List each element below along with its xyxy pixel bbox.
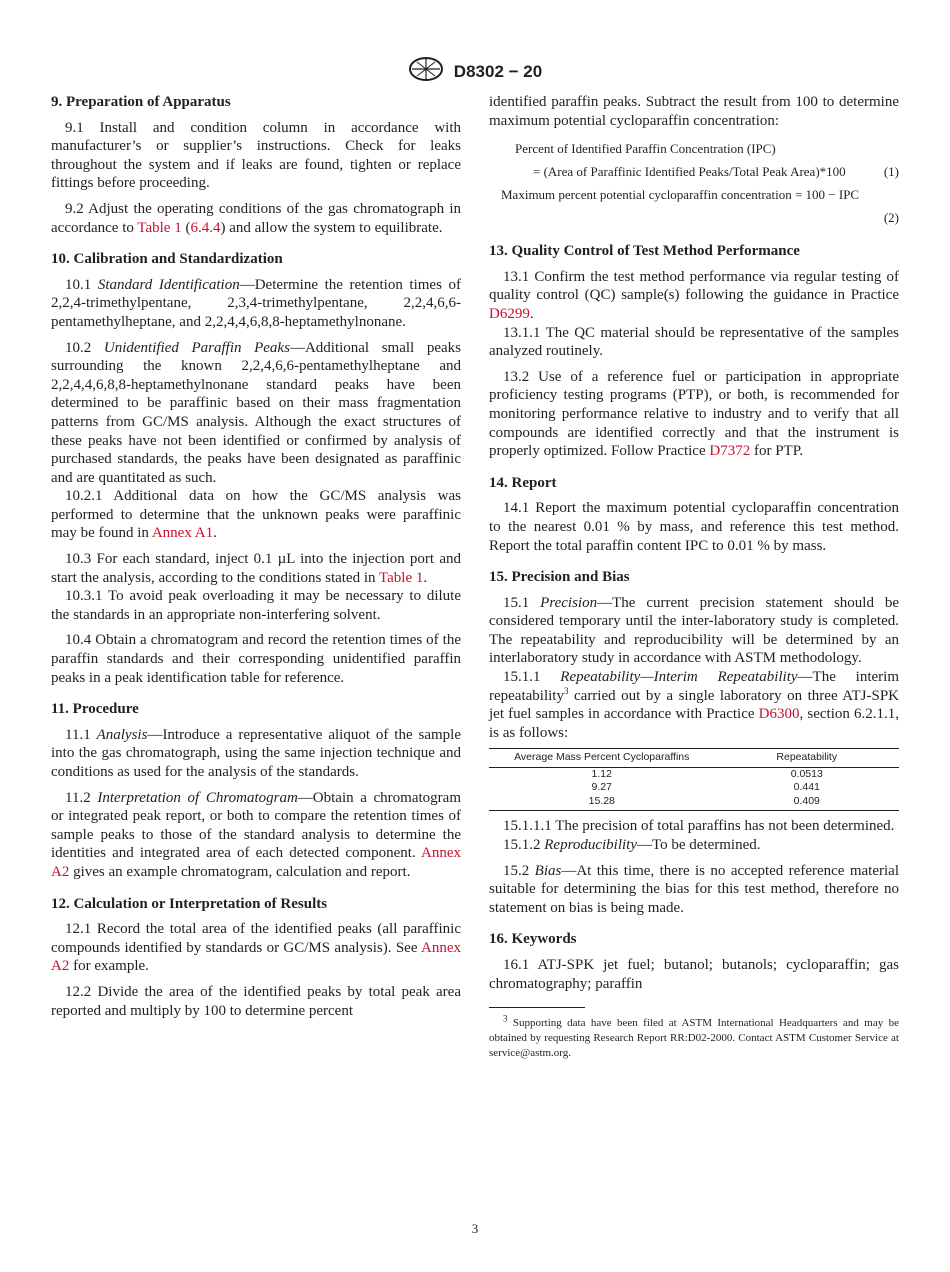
table-cell: 0.409 [715,795,900,811]
table-1-link[interactable]: Table 1 [379,569,424,586]
table-cell: 0.441 [793,781,820,794]
paragraph-10-2-1: 10.2.1 Additional data on how the GC/MS analysis was performed to determine that the unknown peaks were paraffinic may be found in Annex A1. [51,488,461,542]
section-15-heading: 15. Precision and Bias [489,569,630,586]
table-cell: 0.0513 [790,767,823,780]
footnote-divider [489,1007,585,1008]
paragraph-9-1: 9.1 Install and condition column in accordance with manufacturer’s or supplier’s instructions. Check for leaks throughout the system and if leaks are found, tighten or replace fittings before proceeding. [51,119,461,192]
equation-1-label: Percent of Identified Paraffin Concentration (IPC) [515,141,776,157]
paragraph-10-2: 10.2 Unidentified Paraffin Peaks—Additional small peaks surrounding the known 2,2,4,6,6-pentamethylheptane and 2,2,4,4,6,8,8-heptamethylnonane standard peaks have been determined to be paraffinic based on their mass fragmentation patterns from GC/MS analysis. Although the exact structures of these peaks have not been identified or confirmed by analysis of purchased standards, the peaks have been designated as paraffinic and are quantitated as such. [51,339,461,486]
table-cell: 1.12 [591,767,612,780]
astm-logo-icon [408,56,444,87]
paragraph-12-2-continued: identified paraffin peaks. Subtract the result from 100 to determine maximum potential cycloparaffin concentration: [489,94,899,129]
paragraph-10-4: 10.4 Obtain a chromatogram and record the retention times of the paraffin standards and their corresponding unidentified paraffin peaks in a peak identification table for reference. [51,632,461,686]
paragraph-13-1-1: 13.1.1 The QC material should be representative of the samples analyzed routinely. [489,324,899,360]
section-13-heading: 13. Quality Control of Test Method Performance [489,243,800,260]
footnote-marker: 3 [563,685,569,696]
left-column [51,93,461,1027]
table-header: Average Mass Percent Cycloparaffins [489,749,715,768]
paragraph-15-1: 15.1 Precision—The current precision statement should be considered temporary until the inter-laboratory study is completed. The repeatability and reproducibility will be determined by an interlaboratory study in accordance with ASTM methodology. [489,594,900,667]
section-11-heading: 11. Procedure [51,701,139,718]
table-row [489,795,899,811]
annex-a2-link[interactable]: Annex A2 [51,845,461,880]
paragraph-12-2: 12.2 Divide the area of the identified peaks by total peak area reported and multiply by 100 to determine percent [51,983,461,1019]
section-16-heading: 16. Keywords [489,931,577,948]
paragraph-15-1-1-1: 15.1.1.1 The precision of total paraffins has not been determined. [503,818,895,835]
table-cell: 15.28 [489,795,715,811]
annex-a2-link[interactable]: Annex A2 [51,939,461,975]
paragraph-14-1: 14.1 Report the maximum potential cycloparaffin concentration to the nearest 0.01 % by mass, and reference this test method. Report the total paraffin content IPC to 0.01 % by mass. [489,500,899,554]
paragraph-11-1: 11.1 Analysis—Introduce a representative aliquot of the sample into the gas chromatograph, using the same injection technique and conditions as used for the analysis of the standards. [51,726,461,780]
section-10-heading: 10. Calibration and Standardization [51,251,283,268]
section-9-heading: 9. Preparation of Apparatus [51,94,231,110]
table-header: Repeatability [715,749,900,768]
paragraph-15-1-2: 15.1.2 Reproducibility—To be determined. [503,837,761,854]
paragraph-10-3: 10.3 For each standard, inject 0.1 µL into the injection port and start the analysis, according to the conditions stated in Table 1. [51,551,461,586]
equation-2: Maximum percent potential cycloparaffin concentration = 100 − IPC [501,187,860,203]
table-1-link[interactable]: Table 1 [137,219,182,236]
equation-1: = (Area of Paraffinic Identified Peaks/Total Peak Area)*100 (1) [489,160,899,183]
right-column [489,93,899,1068]
table-row [489,781,899,795]
table-cell: 9.27 [591,781,612,794]
paragraph-13-1: 13.1 Confirm the test method performance via regular testing of quality control (QC) sample(s) following the guidance in Practice D6299. [489,268,899,322]
equation-2-number: (2) [883,210,899,226]
section-12-heading: 12. Calculation or Interpretation of Results [51,895,328,912]
document-designation: D8302 − 20 [453,61,543,81]
paragraph-12-1: 12.1 Record the total area of the identified peaks (all paraffinic compounds identified by standards or GC/MS analysis). See Annex A2 for example. [51,921,461,975]
repeatability-table [489,748,899,811]
d6300-link[interactable]: D6300 [758,706,800,723]
paragraph-16-1: 16.1 ATJ-SPK jet fuel; butanol; butanols; cycloparaffin; gas chromatography; paraffin [489,957,899,992]
page-number: 3 [471,1221,479,1236]
page-header [0,56,950,87]
annex-a1-link[interactable]: Annex A1 [151,525,214,542]
d7372-link[interactable]: D7372 [709,443,751,460]
paragraph-13-2: 13.2 Use of a reference fuel or participation in appropriate proficiency testing programs (PTP), or both, is recommended for monitoring performance relative to industry and to verify that all compounds are identified correctly and that the instrument is properly optimized. Follow Practice D7372 for PTP. [489,368,899,460]
paragraph-9-2: 9.2 Adjust the operating conditions of the gas chromatograph in accordance to Table 1 (6.4.4) and allow the system to equilibrate. [51,200,461,236]
equation-1-number: (1) [883,164,899,180]
table-row [489,767,899,781]
equation-2-number-row [489,206,899,229]
footnote: $^3$ Supporting data have been filed at ASTM International Headquarters and may be obtained by requesting Research Report RR:D02-2000. Contact ASTM Customer Service at service@astm.org. [489,1013,899,1060]
paragraph-15-1-1: 15.1.1 Repeatability—Interim Repeatability—The interim repeatability$^3$ carried out by a single laboratory on three ATJ-SPK jet fuel samples in accordance with Practice D6300, section 6.2.1.1, is as follows: [489,669,900,741]
equations [489,137,899,229]
section-6-4-4-link[interactable]: 6.4.4 [190,219,221,236]
paragraph-10-1: 10.1 Standard Identification—Determine the retention times of 2,2,4-trimethylpentane, 2,3,4-trimethylpentane, 2,2,4,6,6-pentamethylheptane, and 2,2,4,4,6,8,8-heptamethylnonane. [51,276,462,330]
d6299-link[interactable]: D6299 [489,305,530,322]
paragraph-11-2: 11.2 Interpretation of Chromatogram—Obtain a chromatogram or integrated peak report, or both to compare the retention times of sample peaks to those of the standard analysis to determine the identities and integrated area of each detected component. Annex A2 gives an example chromatogram, calculation and report. [51,789,461,880]
section-14-heading: 14. Report [489,474,557,491]
paragraph-15-2: 15.2 Bias—At this time, there is no accepted reference material suitable for determining the bias for this test method, therefore no statement on bias is being made. [489,862,899,916]
paragraph-10-3-1: 10.3.1 To avoid peak overloading it may be necessary to dilute the standards in an appropriate non-interfering solvent. [51,588,461,623]
